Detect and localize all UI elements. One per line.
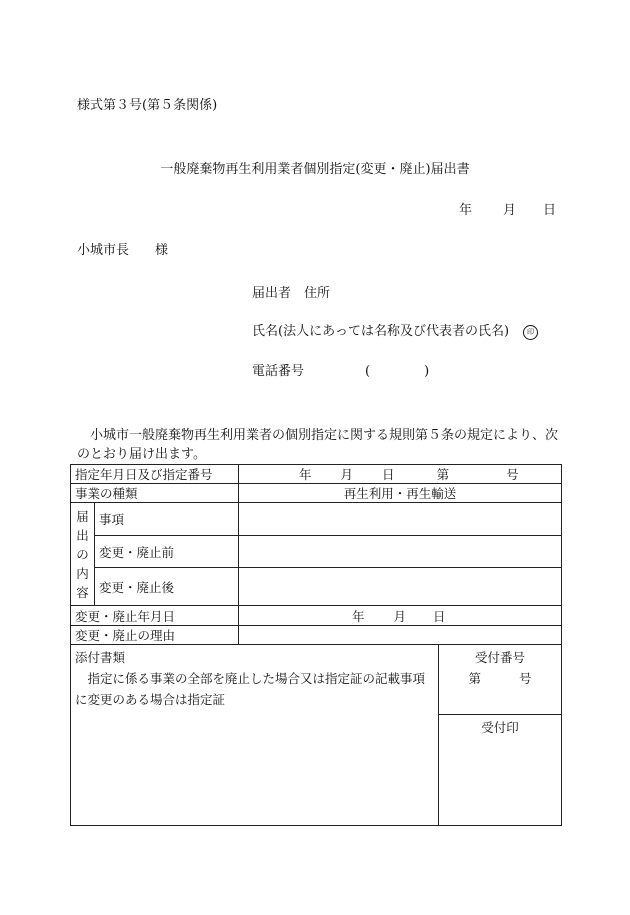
notifier-phone-label: 電話番号 — [252, 364, 305, 379]
document-title: 一般廃棄物再生利用業者個別指定(変更・廃止)届出書 — [160, 162, 470, 177]
seal-icon: 印 — [523, 325, 538, 340]
form-number: 様式第３号(第５条関係) — [77, 98, 218, 113]
reason-label: 変更・廃止の理由 — [71, 626, 239, 645]
notifier-phone-line — [252, 364, 429, 380]
before-value[interactable] — [239, 536, 562, 568]
recipient: 小城市長 様 — [77, 243, 169, 258]
before-label: 変更・廃止前 — [95, 536, 239, 568]
notifier-address-label: 届出者 住所 — [252, 286, 331, 301]
after-row — [71, 568, 562, 606]
attachments-text: 指定に係る事業の全部を廃止した場合又は指定証の記載事項に変更のある場合は指定証 — [75, 671, 426, 707]
business-type-row — [71, 484, 562, 503]
reason-row — [71, 626, 562, 645]
date-year: 年 — [459, 203, 473, 218]
attachments-label: 添付書類 — [75, 650, 126, 665]
contents-label: 届 出 の 内 容 — [71, 503, 95, 606]
after-label: 変更・廃止後 — [95, 568, 239, 606]
notification-table — [70, 464, 562, 826]
notifier-name-label: 氏名(法人にあっては名称及び代表者の氏名) — [252, 324, 510, 339]
item-row — [71, 503, 562, 536]
designation-value: 年 月 日 第 号 — [239, 465, 562, 484]
change-date-label: 変更・廃止年月日 — [71, 606, 239, 626]
receipt-number-cell — [439, 645, 562, 715]
date-day: 日 — [543, 203, 557, 218]
attachments-row — [71, 645, 562, 715]
before-row — [71, 536, 562, 568]
receipt-number-label: 受付番号 — [475, 650, 526, 665]
after-value[interactable] — [239, 568, 562, 606]
designation-row — [71, 465, 562, 484]
attachments-cell — [71, 645, 439, 826]
receipt-seal-label: 受付印 — [481, 720, 519, 735]
receipt-seal-cell — [439, 715, 562, 826]
receipt-number-value: 第 号 — [468, 671, 532, 686]
notifier-name-line — [252, 324, 538, 340]
business-type-label: 事業の種類 — [71, 484, 239, 503]
reason-value[interactable] — [239, 626, 562, 645]
item-label: 事項 — [95, 503, 239, 536]
submission-date — [459, 203, 556, 219]
body-text: 小城市一般廃棄物再生利用業者の個別指定に関する規則第５条の規定により、次のとおり届け出ます。 — [77, 428, 559, 462]
date-month: 月 — [503, 203, 517, 218]
change-date-row — [71, 606, 562, 626]
business-type-value: 再生利用・再生輸送 — [239, 484, 562, 503]
phone-paren-close: ) — [424, 364, 430, 379]
designation-label: 指定年月日及び指定番号 — [71, 465, 239, 484]
phone-paren-open: ( — [365, 364, 371, 379]
item-value[interactable] — [239, 503, 562, 536]
change-date-value: 年 月 日 — [239, 606, 562, 626]
